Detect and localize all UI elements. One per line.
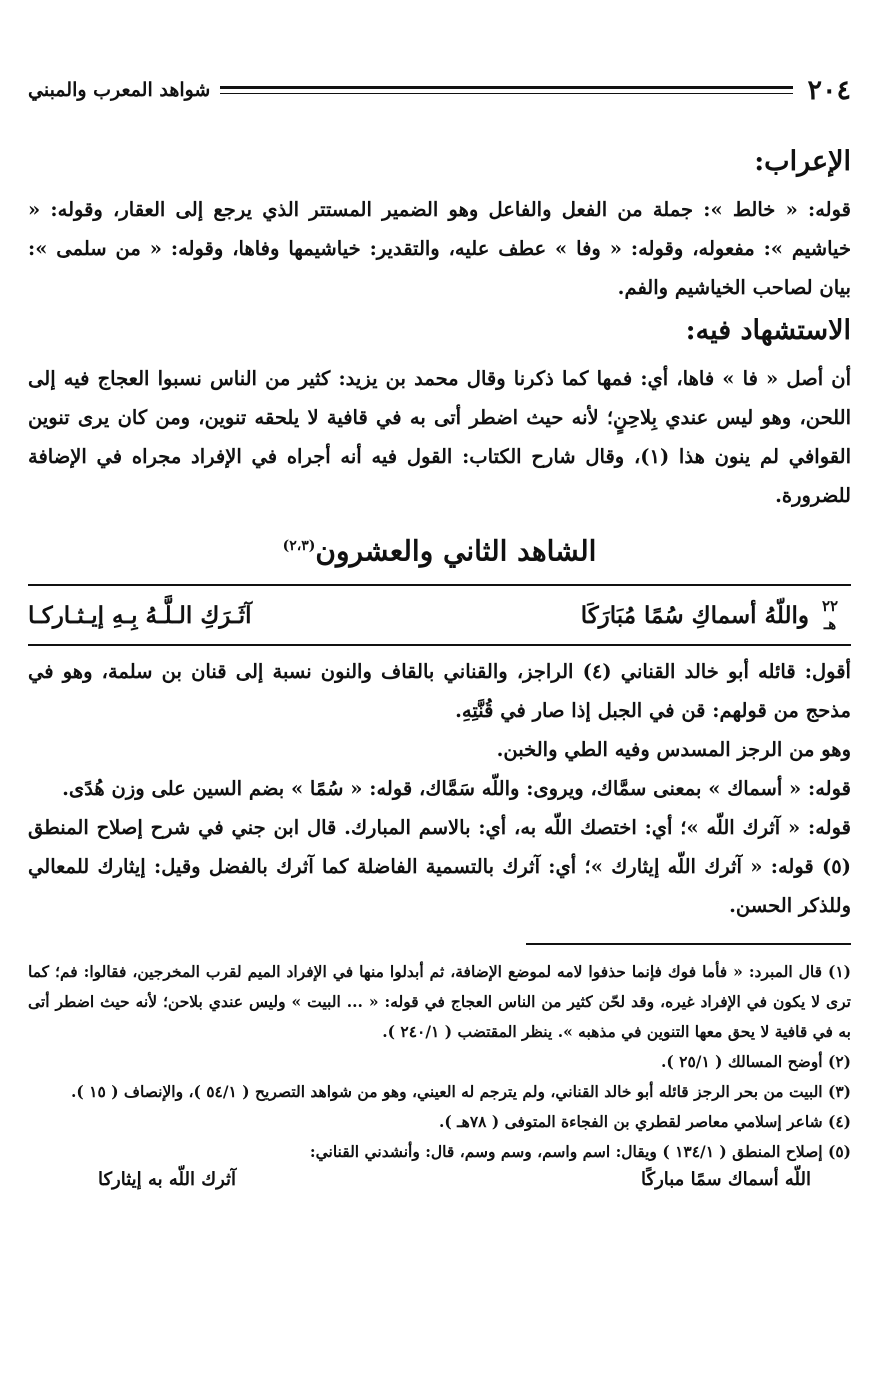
verse-number-mark: هـ bbox=[823, 615, 837, 634]
verse-box bbox=[28, 584, 851, 646]
irab-heading: الإعراب: bbox=[754, 146, 851, 177]
footnote-3: (٣) البيت من بحر الرجز قائله أبو خالد القناني، ولم يترجم له العيني، وهو من شواهد التصريح ( ٥٤/١ )، والإنصاف ( ١٥ ). bbox=[71, 1082, 851, 1102]
footnote-verse-first: اللّه أسماك سمًا مباركًا bbox=[641, 1169, 811, 1191]
witness-title-text: الشاهد الثاني والعشرون bbox=[315, 534, 597, 568]
commentary-paragraph-3: قوله: « أسماك » بمعنى سمَّاك، ويروى: واللّه سَمَّاك، قوله: « سُمًا » بضم السين على وزن هُدًى. bbox=[62, 777, 851, 801]
commentary-paragraph-4: قوله: « آثرك اللّه »؛ أي: اختصك اللّه به، أي: بالاسم المبارك. قال ابن جني في شرح إصلاح المنطق (٥) قوله: « آثرك اللّه إيثارك »؛ أي: آثرك بالتسمية الفاضلة كما آثرك بالفضل وقيل: إيثارك للمعالي وللذكر الحسن. bbox=[28, 816, 851, 918]
verse-hemistich-first: واللّهُ أسماكِ سُمًا مُبَارَكَا bbox=[580, 601, 809, 629]
commentary-paragraph-1: أقول: قائله أبو خالد القناني (٤) الراجز، والقناني بالقاف والنون نسبة إلى قنان بن سلمة، وهو في مذحج من قولهم: قن في الجبل إذا صار في قُنَّتِهِ. bbox=[28, 660, 851, 723]
istishhad-heading: الاستشهاد فيه: bbox=[685, 315, 851, 346]
footnote-5: (٥) إصلاح المنطق ( ١٣٤/١ ) ويقال: اسم واسم، وسم وسم، قال: وأنشدني القناني: bbox=[309, 1142, 851, 1162]
verse-hemistich-second: آثَـرَكِ الـلَّـهُ بِـهِ إيـثـاركـا bbox=[28, 601, 252, 629]
footnote-verse-second: آثرك اللّه به إيثاركا bbox=[98, 1169, 237, 1191]
footnote-1: (١) قال المبرد: « فأما فوك فإنما حذفوا لامه لموضع الإضافة، ثم أبدلوا منها في الإفراد الميم لقرب المخرجين، فقالوا: فم؛ كما ترى لا يكون في الإفراد غيره، وقد لحّن كثير من الناس العجاج في قوله: « ... البيت » وليس عندي بلاحن؛ لأنه حيث اضطر أتى به في قافية لا يحق معها التنوين في مذهبه ». ينظر المقتضب ( ٢٤٠/١ ). bbox=[28, 962, 851, 1042]
header-rule bbox=[220, 86, 793, 94]
verse-number-digits: ٢٢ bbox=[821, 597, 839, 616]
footnote-verse bbox=[28, 1169, 851, 1190]
book-title: شواهد المعرب والمبني bbox=[28, 79, 211, 101]
witness-title bbox=[28, 519, 851, 578]
irab-paragraph: قوله: « خالط »: جملة من الفعل والفاعل وهو الضمير المستتر الذي يرجع إلى العقار، وقوله: « خياشيم »: مفعوله، وقوله: « وفا » عطف عليه، والتقدير: خياشيمها وفاها، وقوله: « من سلمى »: بيان لصاحب الخياشيم والفم. bbox=[28, 198, 851, 299]
footnote-4: (٤) شاعر إسلامي معاصر لقطري بن الفجاءة المتوفى ( ٧٨هـ ). bbox=[439, 1112, 851, 1132]
verse-number bbox=[809, 597, 851, 633]
istishhad-paragraph: أن أصل « فا » فاها، أي: فمها كما ذكرنا وقال محمد بن يزيد: كثير من الناس نسبوا العجاج فيه إلى اللحن، وهو ليس عندي بِلاحِنٍ؛ لأنه حيث اضطر أتى به في قافية لا يلحقه تنوين، ومن كان يرى تنوين القوافي لم ينون هذا (١)، وقال شارح الكتاب: القول فيه أنه أجراه في الإفراد مجراه في الإضافة للضرورة. bbox=[28, 367, 851, 507]
footnote-separator bbox=[526, 943, 851, 945]
running-head bbox=[28, 70, 851, 110]
page-number: ٢٠٤ bbox=[807, 74, 851, 106]
witness-title-footnote-ref: (٢،٣) bbox=[282, 538, 316, 554]
footnote-2: (٢) أوضح المسالك ( ٢٥/١ ). bbox=[661, 1052, 851, 1072]
commentary-paragraph-2: وهو من الرجز المسدس وفيه الطي والخبن. bbox=[496, 738, 851, 762]
page-content bbox=[28, 138, 851, 1190]
